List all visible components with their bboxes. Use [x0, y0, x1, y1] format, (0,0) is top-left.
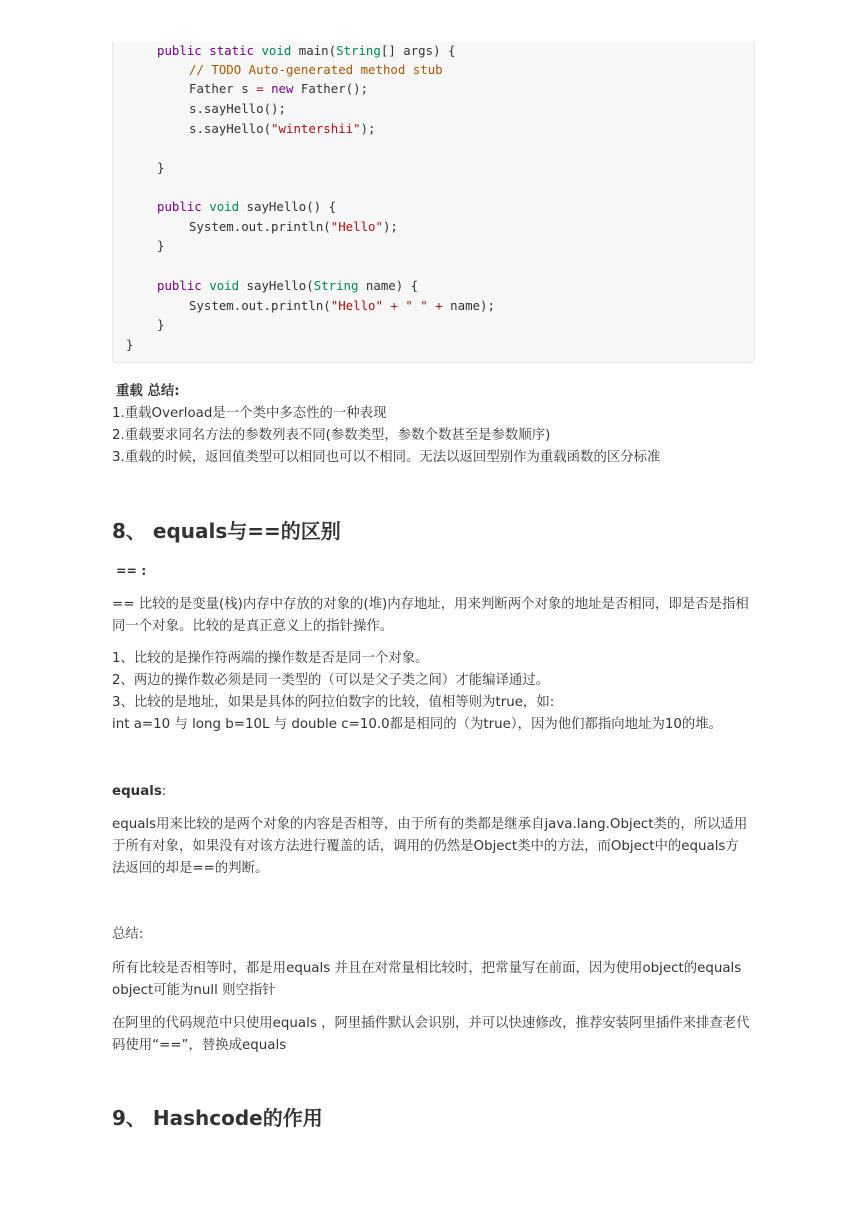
code-line: s.sayHello();	[189, 101, 286, 116]
list-item: int a=10 与 long b=10L 与 double c=10.0都是相同的（为true），因为他们都指向地址为10的堆。	[112, 717, 723, 732]
list-item: 2、两边的操作数必须是同一类型的（可以是父子类之间）才能编译通过。	[112, 673, 550, 688]
code-line: s.sayHello("wintershii");	[189, 121, 376, 136]
eq-description: == 比较的是变量(栈)内存中存放的对象的(堆)内存地址，用来判断两个对象的地址是否相同，即是否是指相同一个对象。比较的是真正意义上的指针操作。	[112, 597, 749, 634]
list-item: 2.重载要求同名方法的参数列表不同(参数类型，参数个数甚至是参数顺序)	[112, 428, 551, 443]
eq-operator-label: == :	[116, 563, 147, 578]
code-line: public void sayHello(String name) {	[157, 278, 419, 293]
code-line: }	[157, 238, 165, 253]
list-item: 3、比较的是地址，如果是具体的阿拉伯数字的比较，值相等则为true，如:	[112, 695, 555, 710]
section-9-title: 9、 Hashcode的作用	[112, 1106, 323, 1130]
list-item: 1.重载Overload是一个类中多态性的一种表现	[112, 406, 387, 421]
overload-summary-heading: 重载 总结:	[116, 384, 180, 399]
equals-label: equals:	[112, 784, 167, 799]
list-item: 3.重载的时候，返回值类型可以相同也可以不相同。无法以返回型别作为重载函数的区分标准	[112, 450, 661, 465]
code-line: Father s = new Father();	[189, 81, 369, 96]
summary-paragraph: 所有比较是否相等时，都是用equals 并且在对常量相比较时，把常量写在前面，因为使用object的equals object可能为null 则空指针	[112, 961, 742, 998]
code-line: }	[157, 317, 165, 332]
code-line: public static void main(String[] args) {	[157, 43, 456, 58]
code-line: }	[126, 337, 134, 352]
code-line: System.out.println("Hello");	[189, 219, 398, 234]
equals-description: equals用来比较的是两个对象的内容是否相等，由于所有的类都是继承自java.lang.Object类的，所以适用于所有对象，如果没有对该方法进行覆盖的话，调用的仍然是Object类中的方法，而Object中的equals方法返回的却是==的判断。	[112, 817, 748, 876]
code-block	[112, 42, 755, 363]
list-item: 1、比较的是操作符两端的操作数是否是同一个对象。	[112, 651, 429, 666]
summary-paragraph: 在阿里的代码规范中只使用equals ，阿里插件默认会识别，并可以快速修改，推荐安装阿里插件来排查老代码使用“==”，替换成equals	[112, 1016, 750, 1053]
code-line: }	[157, 160, 165, 175]
code-line: public void sayHello() {	[157, 199, 337, 214]
summary-label: 总结:	[112, 927, 144, 942]
code-comment: // TODO Auto-generated method stub	[189, 62, 443, 77]
code-line: System.out.println("Hello" + " " + name);	[189, 298, 495, 313]
section-8-title: 8、 equals与==的区别	[112, 519, 341, 543]
